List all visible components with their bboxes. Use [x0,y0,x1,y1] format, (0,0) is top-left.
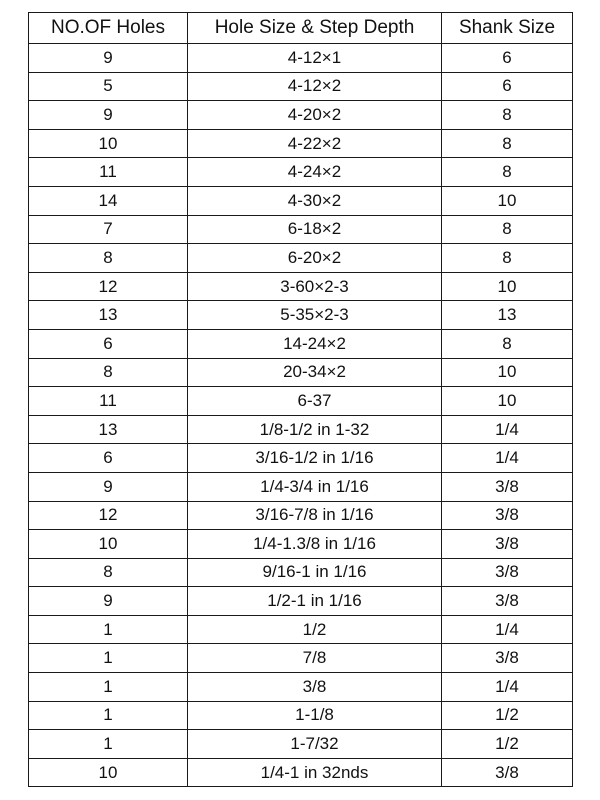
cell-hole-size: 1-7/32 [188,730,442,759]
cell-shank: 6 [442,72,573,101]
cell-hole-size: 6-18×2 [188,215,442,244]
cell-hole-size: 4-12×1 [188,44,442,73]
hole-size-table [28,12,573,787]
header-hole-size-step-depth: Hole Size & Step Depth [188,13,442,44]
header-row [29,13,573,44]
cell-holes: 9 [29,472,188,501]
cell-holes: 1 [29,673,188,702]
cell-shank: 3/8 [442,530,573,559]
cell-shank: 8 [442,244,573,273]
cell-shank: 1/2 [442,730,573,759]
cell-holes: 1 [29,730,188,759]
spec-sheet [28,12,572,787]
cell-holes: 5 [29,72,188,101]
cell-shank: 10 [442,358,573,387]
cell-shank: 13 [442,301,573,330]
cell-shank: 1/2 [442,701,573,730]
cell-hole-size: 5-35×2-3 [188,301,442,330]
cell-hole-size: 6-37 [188,387,442,416]
table-row [29,644,573,673]
cell-shank: 8 [442,329,573,358]
header-shank-size: Shank Size [442,13,573,44]
cell-holes: 8 [29,558,188,587]
cell-holes: 9 [29,44,188,73]
cell-shank: 1/4 [442,673,573,702]
cell-hole-size: 4-22×2 [188,129,442,158]
table-row [29,472,573,501]
cell-hole-size: 1/2 [188,615,442,644]
cell-hole-size: 3-60×2-3 [188,272,442,301]
cell-holes: 13 [29,415,188,444]
cell-shank: 1/4 [442,444,573,473]
cell-hole-size: 1-1/8 [188,701,442,730]
cell-hole-size: 4-24×2 [188,158,442,187]
cell-holes: 12 [29,501,188,530]
cell-hole-size: 3/16-7/8 in 1/16 [188,501,442,530]
cell-shank: 10 [442,387,573,416]
cell-shank: 1/4 [442,615,573,644]
cell-shank: 3/8 [442,558,573,587]
cell-holes: 9 [29,587,188,616]
cell-hole-size: 4-12×2 [188,72,442,101]
table-row [29,558,573,587]
table-row [29,329,573,358]
cell-hole-size: 4-20×2 [188,101,442,130]
cell-shank: 3/8 [442,644,573,673]
cell-shank: 8 [442,158,573,187]
header-no-of-holes: NO.OF Holes [29,13,188,44]
cell-hole-size: 3/16-1/2 in 1/16 [188,444,442,473]
table-row [29,415,573,444]
cell-holes: 13 [29,301,188,330]
cell-hole-size: 1/4-1.3/8 in 1/16 [188,530,442,559]
cell-holes: 11 [29,387,188,416]
cell-holes: 9 [29,101,188,130]
cell-hole-size: 14-24×2 [188,329,442,358]
cell-hole-size: 4-30×2 [188,186,442,215]
cell-hole-size: 7/8 [188,644,442,673]
table-row [29,158,573,187]
cell-holes: 12 [29,272,188,301]
cell-holes: 10 [29,530,188,559]
table-row [29,587,573,616]
cell-holes: 1 [29,644,188,673]
table-row [29,301,573,330]
cell-shank: 3/8 [442,587,573,616]
cell-shank: 6 [442,44,573,73]
cell-shank: 8 [442,101,573,130]
cell-holes: 6 [29,444,188,473]
table-row [29,72,573,101]
table-row [29,129,573,158]
table-row [29,358,573,387]
table-row [29,44,573,73]
cell-holes: 1 [29,701,188,730]
cell-hole-size: 1/4-3/4 in 1/16 [188,472,442,501]
table-row [29,615,573,644]
cell-shank: 1/4 [442,415,573,444]
table-row [29,758,573,787]
table-row [29,501,573,530]
table-row [29,272,573,301]
table-row [29,215,573,244]
cell-hole-size: 3/8 [188,673,442,702]
cell-hole-size: 1/4-1 in 32nds [188,758,442,787]
table-row [29,101,573,130]
cell-hole-size: 6-20×2 [188,244,442,273]
cell-shank: 8 [442,215,573,244]
table-row [29,673,573,702]
cell-shank: 8 [442,129,573,158]
cell-hole-size: 1/8-1/2 in 1-32 [188,415,442,444]
cell-holes: 10 [29,758,188,787]
cell-shank: 3/8 [442,501,573,530]
cell-hole-size: 1/2-1 in 1/16 [188,587,442,616]
cell-holes: 14 [29,186,188,215]
table-row [29,444,573,473]
table-row [29,186,573,215]
cell-holes: 1 [29,615,188,644]
table-row [29,701,573,730]
cell-shank: 10 [442,186,573,215]
cell-shank: 3/8 [442,472,573,501]
cell-shank: 10 [442,272,573,301]
cell-shank: 3/8 [442,758,573,787]
table-row [29,530,573,559]
cell-holes: 8 [29,358,188,387]
table-row [29,387,573,416]
cell-holes: 6 [29,329,188,358]
table-row [29,244,573,273]
cell-hole-size: 9/16-1 in 1/16 [188,558,442,587]
cell-hole-size: 20-34×2 [188,358,442,387]
cell-holes: 7 [29,215,188,244]
cell-holes: 8 [29,244,188,273]
table-row [29,730,573,759]
cell-holes: 11 [29,158,188,187]
cell-holes: 10 [29,129,188,158]
